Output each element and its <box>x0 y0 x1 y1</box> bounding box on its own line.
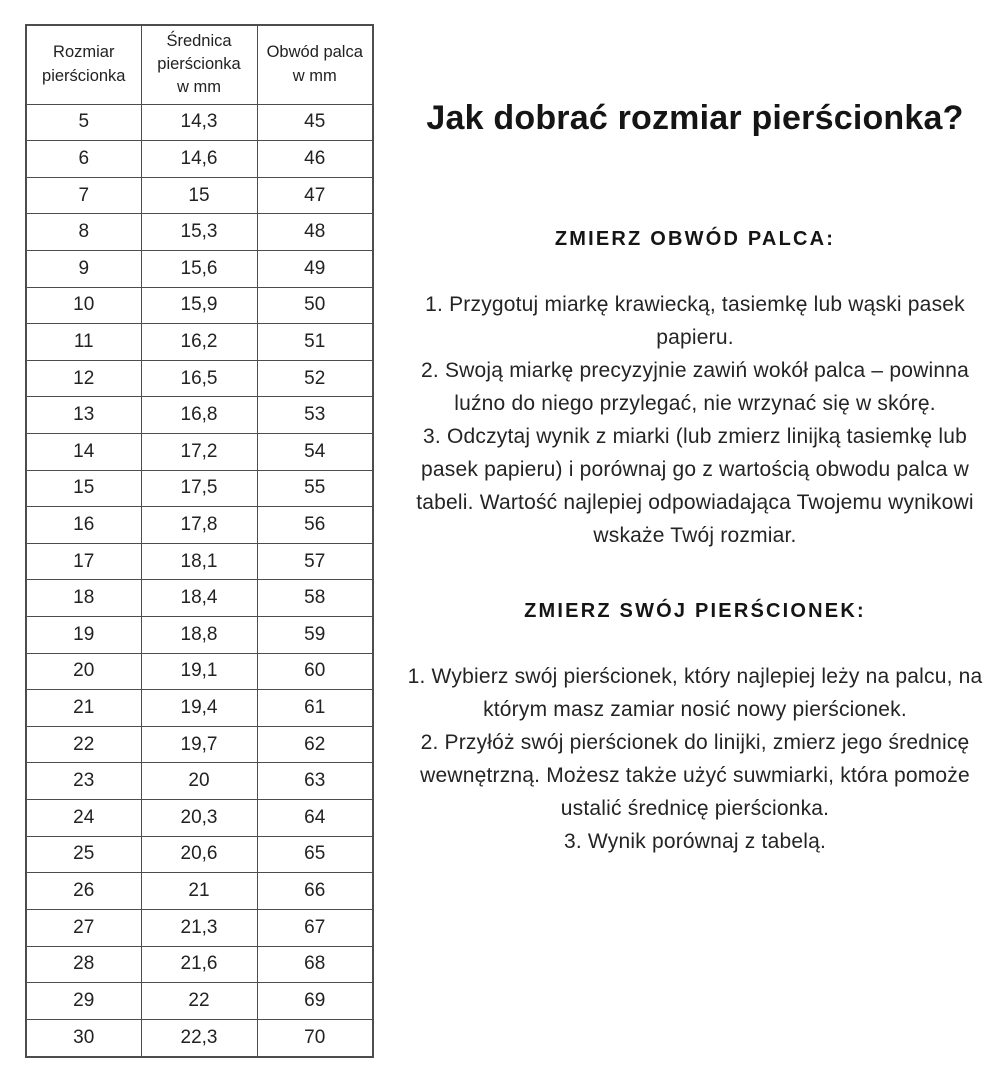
table-row <box>26 617 373 654</box>
table-row <box>26 397 373 434</box>
ring-diameter-cell: 14,3 <box>141 104 257 141</box>
ring-diameter-cell: 19,4 <box>141 690 257 727</box>
ring-diameter-cell: 20 <box>141 763 257 800</box>
ring-size-cell: 7 <box>26 177 141 214</box>
ring-diameter-cell: 15,6 <box>141 250 257 287</box>
ring-diameter-cell: 16,8 <box>141 397 257 434</box>
ring-size-cell: 11 <box>26 324 141 361</box>
table-row <box>26 1019 373 1057</box>
table-row <box>26 690 373 727</box>
ring-size-cell: 22 <box>26 726 141 763</box>
finger-circumference-cell: 59 <box>257 617 373 654</box>
finger-circumference-cell: 49 <box>257 250 373 287</box>
finger-circumference-cell: 56 <box>257 507 373 544</box>
instruction-list-ring <box>406 660 984 858</box>
table-row <box>26 543 373 580</box>
instruction-item: 3. Odczytaj wynik z miarki (lub zmierz linijką tasiemkę lub pasek papieru) i porównaj go z wartością obwodu palca w tabeli. Wartość najlepiej odpowiadająca Twojemu wynikowi wskaże Twój rozmiar. <box>416 425 974 547</box>
finger-circumference-cell: 68 <box>257 946 373 983</box>
guide-column <box>406 98 984 858</box>
ring-diameter-cell: 15 <box>141 177 257 214</box>
finger-circumference-cell: 47 <box>257 177 373 214</box>
table-row <box>26 324 373 361</box>
table-row <box>26 983 373 1020</box>
ring-diameter-cell: 15,9 <box>141 287 257 324</box>
table-row <box>26 250 373 287</box>
table-row <box>26 873 373 910</box>
ring-diameter-cell: 15,3 <box>141 214 257 251</box>
instruction-list-finger <box>406 288 984 552</box>
table-row <box>26 287 373 324</box>
ring-diameter-cell: 16,5 <box>141 360 257 397</box>
table-row <box>26 909 373 946</box>
table-header-row <box>26 25 373 104</box>
ring-size-cell: 17 <box>26 543 141 580</box>
ring-size-cell: 13 <box>26 397 141 434</box>
header-ring-diameter: Średnica pierścionka w mm <box>141 25 257 104</box>
header-ring-size: Rozmiar pierścionka <box>26 25 141 104</box>
ring-diameter-cell: 20,3 <box>141 800 257 837</box>
ring-diameter-cell: 18,1 <box>141 543 257 580</box>
section-heading-measure-ring: ZMIERZ SWÓJ PIERŚCIONEK: <box>524 600 866 622</box>
finger-circumference-cell: 60 <box>257 653 373 690</box>
table-row <box>26 507 373 544</box>
finger-circumference-cell: 70 <box>257 1019 373 1057</box>
ring-size-table <box>25 24 374 1058</box>
table-row <box>26 726 373 763</box>
ring-size-cell: 30 <box>26 1019 141 1057</box>
instruction-item: 3. Wynik porównaj z tabelą. <box>563 830 826 853</box>
ring-diameter-cell: 21,6 <box>141 946 257 983</box>
ring-size-cell: 27 <box>26 909 141 946</box>
finger-circumference-cell: 54 <box>257 433 373 470</box>
section-heading-measure-finger: ZMIERZ OBWÓD PALCA: <box>554 228 836 250</box>
finger-circumference-cell: 61 <box>257 690 373 727</box>
finger-circumference-cell: 57 <box>257 543 373 580</box>
table-row <box>26 433 373 470</box>
table-row <box>26 580 373 617</box>
ring-size-cell: 14 <box>26 433 141 470</box>
section-measure-ring <box>406 598 984 858</box>
finger-circumference-cell: 51 <box>257 324 373 361</box>
instruction-item: 1. Przygotuj miarkę krawiecką, tasiemkę lub wąski pasek papieru. <box>425 293 965 349</box>
finger-circumference-cell: 52 <box>257 360 373 397</box>
finger-circumference-cell: 62 <box>257 726 373 763</box>
ring-size-cell: 19 <box>26 617 141 654</box>
ring-size-cell: 8 <box>26 214 141 251</box>
ring-diameter-cell: 21 <box>141 873 257 910</box>
ring-diameter-cell: 18,8 <box>141 617 257 654</box>
table-row <box>26 653 373 690</box>
finger-circumference-cell: 53 <box>257 397 373 434</box>
table-row <box>26 141 373 178</box>
ring-size-table-container <box>25 24 374 1058</box>
ring-size-cell: 15 <box>26 470 141 507</box>
ring-size-cell: 9 <box>26 250 141 287</box>
table-row <box>26 104 373 141</box>
ring-diameter-cell: 19,7 <box>141 726 257 763</box>
finger-circumference-cell: 69 <box>257 983 373 1020</box>
section-measure-finger <box>406 226 984 552</box>
finger-circumference-cell: 58 <box>257 580 373 617</box>
page-title: Jak dobrać rozmiar pierścionka? <box>426 99 964 137</box>
table-row <box>26 177 373 214</box>
finger-circumference-cell: 46 <box>257 141 373 178</box>
ring-diameter-cell: 17,8 <box>141 507 257 544</box>
ring-size-cell: 20 <box>26 653 141 690</box>
ring-size-cell: 6 <box>26 141 141 178</box>
ring-size-cell: 18 <box>26 580 141 617</box>
finger-circumference-cell: 55 <box>257 470 373 507</box>
finger-circumference-cell: 67 <box>257 909 373 946</box>
ring-size-cell: 10 <box>26 287 141 324</box>
table-body <box>26 104 373 1057</box>
ring-diameter-cell: 19,1 <box>141 653 257 690</box>
finger-circumference-cell: 64 <box>257 800 373 837</box>
table-row <box>26 946 373 983</box>
ring-diameter-cell: 22,3 <box>141 1019 257 1057</box>
table-row <box>26 470 373 507</box>
ring-size-cell: 25 <box>26 836 141 873</box>
finger-circumference-cell: 65 <box>257 836 373 873</box>
table-row <box>26 800 373 837</box>
ring-diameter-cell: 18,4 <box>141 580 257 617</box>
ring-size-cell: 16 <box>26 507 141 544</box>
finger-circumference-cell: 63 <box>257 763 373 800</box>
ring-size-cell: 21 <box>26 690 141 727</box>
instruction-item: 2. Swoją miarkę precyzyjnie zawiń wokół palca – powinna luźno do niego przylegać, nie wrzynać się w skórę. <box>421 359 969 415</box>
finger-circumference-cell: 66 <box>257 873 373 910</box>
ring-size-cell: 28 <box>26 946 141 983</box>
ring-size-cell: 12 <box>26 360 141 397</box>
ring-size-cell: 24 <box>26 800 141 837</box>
table-row <box>26 214 373 251</box>
ring-diameter-cell: 21,3 <box>141 909 257 946</box>
ring-size-cell: 23 <box>26 763 141 800</box>
table-header <box>26 25 373 104</box>
ring-diameter-cell: 14,6 <box>141 141 257 178</box>
finger-circumference-cell: 45 <box>257 104 373 141</box>
ring-size-cell: 29 <box>26 983 141 1020</box>
finger-circumference-cell: 50 <box>257 287 373 324</box>
ring-diameter-cell: 17,2 <box>141 433 257 470</box>
header-finger-circumference: Obwód palca w mm <box>257 25 373 104</box>
instruction-item: 2. Przyłóż swój pierścionek do linijki, zmierz jego średnicę wewnętrzną. Możesz także użyć suwmiarki, która pomoże ustalić średnicę pierścionka. <box>420 731 970 820</box>
table-row <box>26 763 373 800</box>
ring-size-cell: 26 <box>26 873 141 910</box>
ring-size-cell: 5 <box>26 104 141 141</box>
instruction-item: 1. Wybierz swój pierścionek, który najlepiej leży na palcu, na którym masz zamiar nosić nowy pierścionek. <box>407 665 983 721</box>
ring-diameter-cell: 20,6 <box>141 836 257 873</box>
ring-diameter-cell: 17,5 <box>141 470 257 507</box>
ring-diameter-cell: 16,2 <box>141 324 257 361</box>
table-row <box>26 360 373 397</box>
table-row <box>26 836 373 873</box>
finger-circumference-cell: 48 <box>257 214 373 251</box>
ring-diameter-cell: 22 <box>141 983 257 1020</box>
